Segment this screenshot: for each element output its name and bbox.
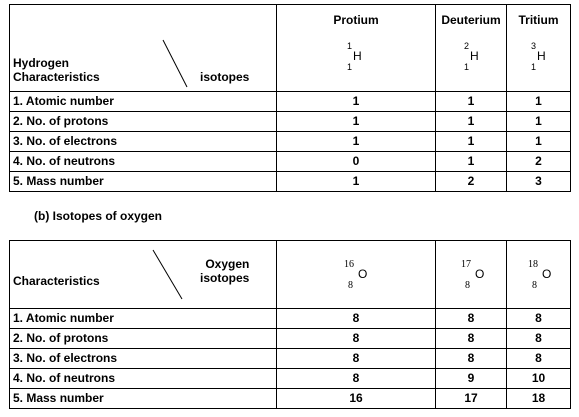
- cell-value: 8: [507, 309, 571, 329]
- tritium-atomic-number: 1: [531, 62, 537, 72]
- row-label: 3. No. of electrons: [10, 349, 277, 369]
- protium-mass-number: 1: [347, 41, 353, 51]
- cell-value: 1: [436, 152, 507, 172]
- cell-value: 18: [507, 389, 571, 409]
- table-row: [10, 172, 571, 192]
- cell-value: 1: [507, 132, 571, 152]
- cell-value: 0: [277, 152, 436, 172]
- cell-value: 1: [277, 112, 436, 132]
- table-row: [10, 309, 571, 329]
- deuterium-atomic-number: 1: [464, 62, 470, 72]
- cell-value: 16: [277, 389, 436, 409]
- oxygen-header-row: [10, 241, 571, 309]
- cell-value: 1: [277, 172, 436, 192]
- cell-value: 1: [507, 92, 571, 112]
- row-label: 4. No. of neutrons: [10, 152, 277, 172]
- oxygen-16-header: [277, 241, 436, 309]
- table-row: [10, 132, 571, 152]
- cell-value: 10: [507, 369, 571, 389]
- table-row: [10, 112, 571, 132]
- oxygen-isotopes-table: [9, 240, 571, 409]
- row-label: 4. No. of neutrons: [10, 369, 277, 389]
- row-label: 1. Atomic number: [10, 309, 277, 329]
- deuterium-symbol: H: [470, 49, 479, 63]
- tritium-symbol: H: [537, 49, 546, 63]
- cell-value: 8: [277, 369, 436, 389]
- cell-value: 1: [436, 112, 507, 132]
- cell-value: 8: [507, 329, 571, 349]
- row-label: 3. No. of electrons: [10, 132, 277, 152]
- hydrogen-header-row: [10, 5, 571, 92]
- protium-symbol: H: [353, 49, 362, 63]
- cell-value: 8: [277, 329, 436, 349]
- cell-value: 8: [436, 309, 507, 329]
- table-row: [10, 92, 571, 112]
- hydrogen-header-corner: [10, 5, 277, 92]
- oxygen-17-header: [436, 241, 507, 309]
- cell-value: 1: [277, 92, 436, 112]
- row-label: 2. No. of protons: [10, 329, 277, 349]
- cell-value: 2: [436, 172, 507, 192]
- table-row: [10, 152, 571, 172]
- deuterium-mass-number: 2: [464, 41, 470, 51]
- cell-value: 8: [436, 329, 507, 349]
- oxygen-17-symbol: O: [475, 267, 485, 281]
- hydrogen-isotopes-label: isotopes: [200, 70, 250, 84]
- oxygen-18-symbol: O: [542, 267, 552, 281]
- table-row: [10, 349, 571, 369]
- table-row: [10, 389, 571, 409]
- cell-value: 1: [277, 132, 436, 152]
- oxygen-caption: (b) Isotopes of oxygen: [34, 209, 163, 223]
- cell-value: 1: [507, 112, 571, 132]
- deuterium-header: [436, 5, 507, 92]
- tritium-header: [507, 5, 571, 92]
- cell-value: 3: [507, 172, 571, 192]
- oxygen-16-mass-number: 16: [344, 259, 354, 270]
- hydrogen-characteristics-label: Hydrogen Characteristics: [13, 56, 100, 84]
- protium-header: [277, 5, 436, 92]
- cell-value: 8: [507, 349, 571, 369]
- protium-atomic-number: 1: [347, 62, 353, 72]
- cell-value: 8: [277, 309, 436, 329]
- oxygen-isotopes-label: Oxygen isotopes: [200, 257, 250, 285]
- cell-value: 8: [277, 349, 436, 369]
- hydrogen-isotopes-table: [9, 4, 571, 192]
- table-row: [10, 369, 571, 389]
- cell-value: 1: [436, 132, 507, 152]
- oxygen-18-mass-number: 18: [528, 259, 538, 270]
- protium-name: Protium: [333, 13, 379, 27]
- oxygen-18-header: [507, 241, 571, 309]
- row-label: 1. Atomic number: [10, 92, 277, 112]
- cell-value: 1: [436, 92, 507, 112]
- tritium-mass-number: 3: [531, 41, 537, 51]
- oxygen-16-atomic-number: 8: [348, 280, 353, 291]
- deuterium-name: Deuterium: [441, 13, 501, 27]
- row-label: 5. Mass number: [10, 389, 277, 409]
- cell-value: 2: [507, 152, 571, 172]
- oxygen-17-atomic-number: 8: [465, 280, 470, 291]
- cell-value: 8: [436, 349, 507, 369]
- oxygen-header-corner: [10, 241, 277, 309]
- row-label: 5. Mass number: [10, 172, 277, 192]
- cell-value: 17: [436, 389, 507, 409]
- oxygen-18-atomic-number: 8: [532, 280, 537, 291]
- tritium-name: Tritium: [518, 13, 559, 27]
- oxygen-16-symbol: O: [358, 267, 368, 281]
- table-row: [10, 329, 571, 349]
- row-label: 2. No. of protons: [10, 112, 277, 132]
- oxygen-17-mass-number: 17: [461, 259, 471, 270]
- cell-value: 9: [436, 369, 507, 389]
- oxygen-characteristics-label: Characteristics: [13, 274, 100, 288]
